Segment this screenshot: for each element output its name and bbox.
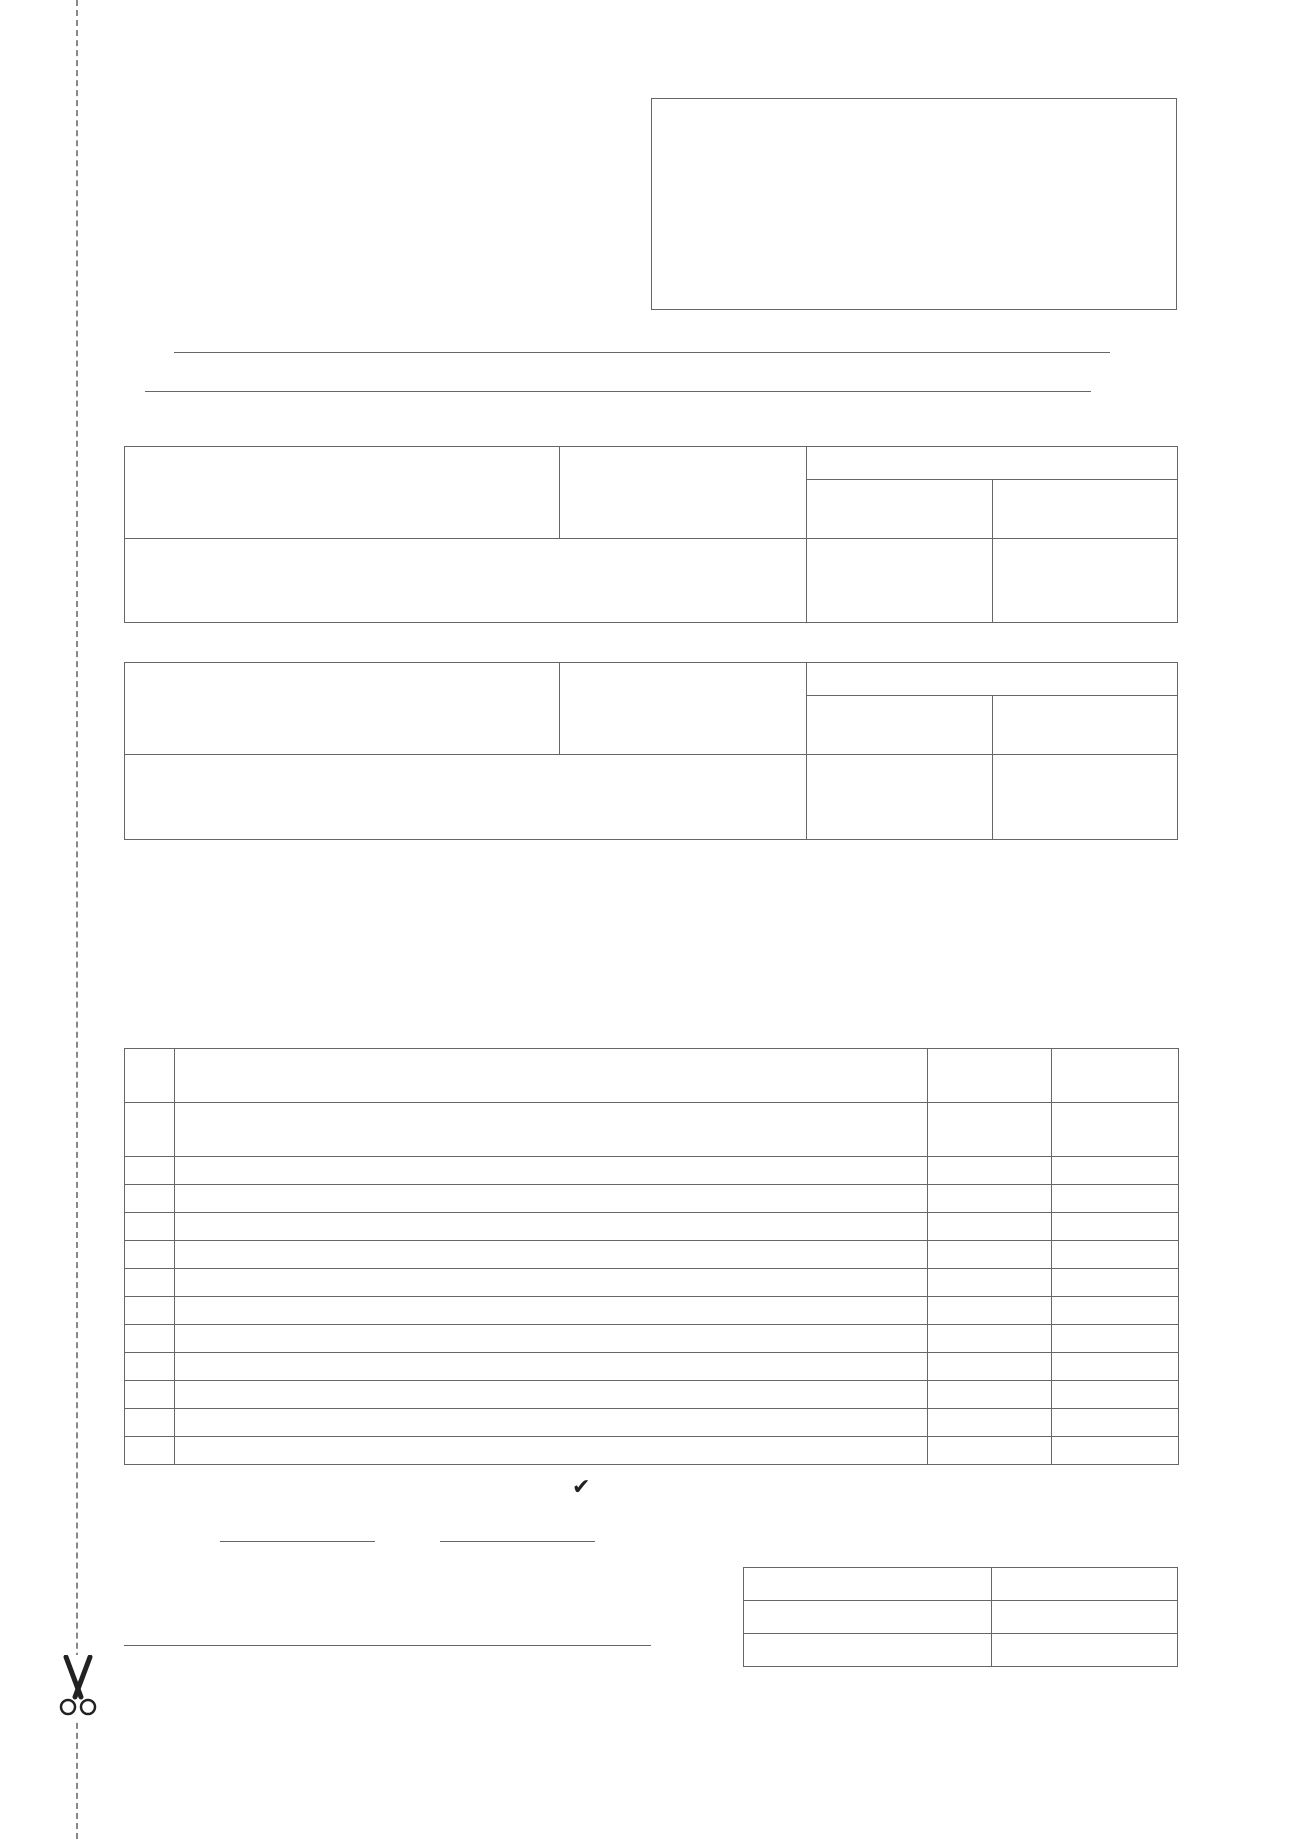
table-row [125, 1157, 1179, 1185]
table-row [744, 1601, 1178, 1634]
summary-table [743, 1567, 1178, 1667]
items-table [124, 1048, 1179, 1465]
cut-line [76, 0, 78, 1839]
table-row [125, 1297, 1179, 1325]
date-line-1 [220, 1541, 375, 1542]
table-row [125, 1353, 1179, 1381]
table-row [125, 1437, 1179, 1465]
header-line-1 [174, 352, 1110, 353]
table-row [125, 1241, 1179, 1269]
table-row [125, 1381, 1179, 1409]
info-table-2 [124, 662, 1178, 840]
table-row [744, 1634, 1178, 1667]
header-line-2 [145, 391, 1091, 392]
info-table-1 [124, 446, 1178, 623]
table-row [744, 1568, 1178, 1601]
signature-line [124, 1645, 651, 1646]
check-mark-icon: ✔ [572, 1474, 591, 1499]
table-row [125, 1049, 1179, 1103]
table-row [125, 1213, 1179, 1241]
date-line-2 [440, 1541, 595, 1542]
scissors-icon [56, 1655, 100, 1719]
address-box [651, 98, 1177, 310]
table-row [125, 1103, 1179, 1157]
table-row [125, 1269, 1179, 1297]
table-row [125, 1325, 1179, 1353]
table-row [125, 1185, 1179, 1213]
table-row [125, 1409, 1179, 1437]
